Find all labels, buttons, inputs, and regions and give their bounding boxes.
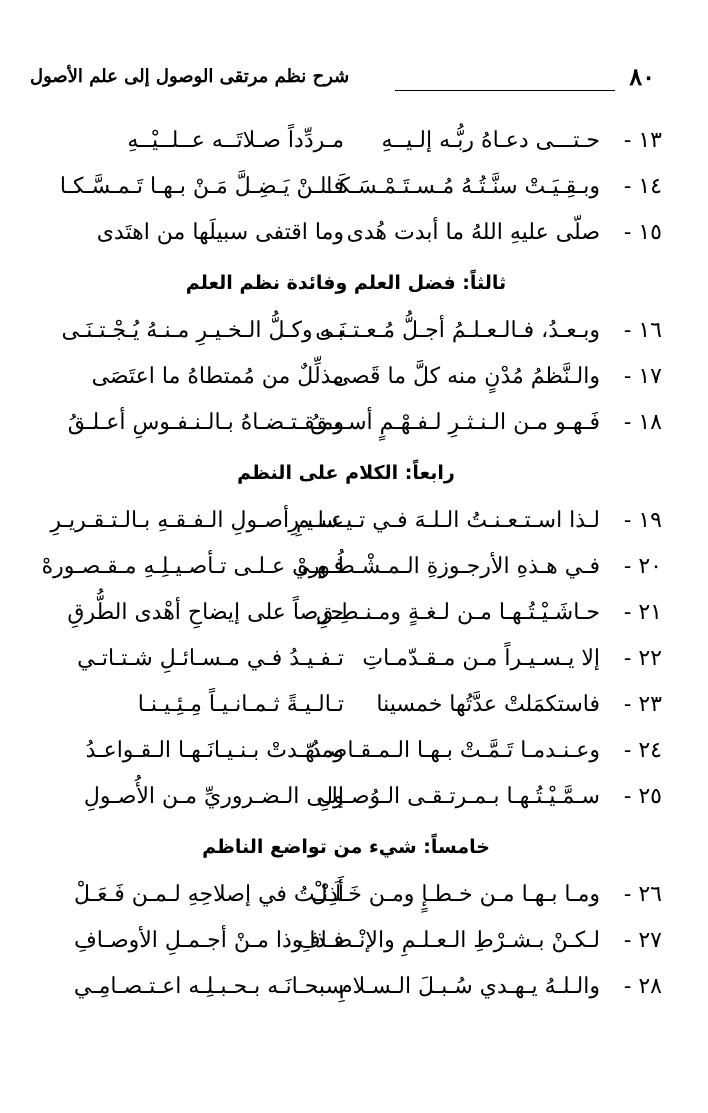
verse-second-hemistich: ومـهّـدتْ بـنـيـانَـهـا الـقـواعـدُ xyxy=(85,738,344,763)
verse-line xyxy=(30,920,662,966)
verse-first-hemistich: والـنَّظمُ مُدْنٍ منه كلَّ ما قَصى xyxy=(332,364,600,389)
verse-line xyxy=(30,638,662,684)
verse-first-hemistich: وبـقِـيَـتْ سنَّـتُـهُ مُـسـتَـمْـسَـكَـا xyxy=(326,174,600,199)
verse-first-hemistich: فـي هـذهِ الأرجـوزةِ الـمـشْـطُـورهْ xyxy=(297,554,600,579)
verse-first-hemistich: سـمَّـيْـتُـهـا بـمـرتـقـى الـوُصـولِ xyxy=(317,784,600,809)
verse-second-hemistich: سبحـانَـه بـحـبـلِـه اعـتـصـامِـي xyxy=(73,974,344,999)
verse-number: ١٣ - xyxy=(623,128,662,153)
verse-first-hemistich: وبـعـدُ، فـالـعـلـمُ أجـلُّ مُـعـتـنَـى xyxy=(315,318,600,343)
verse-number: ٢٤ - xyxy=(623,738,662,763)
verse-number: ١٦ - xyxy=(623,318,662,343)
verse-second-hemistich: فـهـي عـلـى تـأصـيـلِـهِ مـقـصـورهْ xyxy=(41,554,344,579)
header-rule-short xyxy=(395,90,615,91)
verse-number: ٢٨ - xyxy=(623,974,662,999)
verse-first-hemistich: فَـهـو مـن الـنـثـرِ لـفـهْـمٍ أسـبـقُ xyxy=(310,410,600,435)
verse-number: ٢٥ - xyxy=(623,784,662,809)
verse-number: ١٧ - xyxy=(623,364,662,389)
verse-line xyxy=(30,874,662,920)
verse-number: ١٨ - xyxy=(623,410,662,435)
verse-number: ١٩ - xyxy=(623,508,662,533)
verse-second-hemistich: وما اقتفى سبيلَها من اهتَدى xyxy=(96,220,344,245)
verse-number: ٢٠ - xyxy=(623,554,662,579)
verse-number: ٢١ - xyxy=(623,600,662,625)
verse-first-hemistich: لـكـنْ بـشـرْطِ الـعـلـمِ والإنْـصـافِ xyxy=(297,928,600,953)
verse-first-hemistich: لـذا اسـتـعـنـتُ الـلـهَ فـي تـيـسـيـرِ xyxy=(288,508,600,533)
verse-number: ٢٣ - xyxy=(623,692,662,717)
verse-second-hemistich: فـلـنْ يَـضِـلَّ مَـنْ بـهـا تَـمـسَّـكـا xyxy=(59,174,344,199)
verse-second-hemistich: تـفـيـدُ فـي مـسـائـلِ شـتـاتـي xyxy=(77,646,344,671)
verse-number: ١٥ - xyxy=(623,220,662,245)
verse-first-hemistich: فاستكمَلتْ عدَّتُها خمسينا xyxy=(376,692,600,717)
section-heading xyxy=(30,448,662,500)
verse-first-hemistich: إلا يـسـيـراً مـن مـقـدّمـاتِ xyxy=(362,646,600,671)
verse-line xyxy=(30,546,662,592)
verse-number: ٢٧ - xyxy=(623,928,662,953)
section-heading xyxy=(30,258,662,310)
section-heading-text: ثالثاً: فضل العلم وفائدة نظم العلم xyxy=(185,272,507,294)
verse-line xyxy=(30,730,662,776)
verse-second-hemistich: بـه وكـلُّ الـخـيـرِ مـنـهُ يُـجْـتـنَـى xyxy=(61,318,344,343)
running-title: شرح نظم مرتقى الوصول إلى علم الأصول xyxy=(30,66,350,87)
verse-line xyxy=(30,310,662,356)
verse-first-hemistich: صلّى عليهِ اللهُ ما أبدت هُدى xyxy=(346,220,600,245)
verse-second-hemistich: مذلِّلٌ من مُمتطاهُ ما اعتَصَى xyxy=(91,364,344,389)
verse-line xyxy=(30,402,662,448)
verse-first-hemistich: والـلـهُ يـهـدي سُـبـلَ الـسـلامِ xyxy=(338,974,600,999)
verse-first-hemistich: وعـنـدمـا تَـمَّـتْ بـهـا الـمـقـاصـدُ xyxy=(310,738,600,763)
verse-number: ٢٢ - xyxy=(623,646,662,671)
page-number: ٨٠ xyxy=(629,62,655,91)
section-heading-text: رابعاً: الكلام على النظم xyxy=(237,462,455,484)
verse-line xyxy=(30,776,662,822)
verse-line xyxy=(30,356,662,402)
verse-second-hemistich: أَذِنْـتُ في إصلاحِهِ لـمـن فَـعَـلْ xyxy=(74,882,344,907)
verse-second-hemistich: ومـقـتـضـاهُ بـالـنـفـوسِ أعـلـقُ xyxy=(67,410,344,435)
verse-line xyxy=(30,212,662,258)
verse-second-hemistich: إلـى الـضـروريِّ مـن الأُصـولِ xyxy=(83,784,344,809)
verse-line xyxy=(30,166,662,212)
verse-line xyxy=(30,592,662,638)
verse-second-hemistich: حرصاً على إيضاحِ أهْدى الطُّرقِ xyxy=(67,600,344,625)
verse-second-hemistich: تـالـيـةً ثـمـانـيـاً مِـئِـيـنـا xyxy=(137,692,344,717)
section-heading xyxy=(30,822,662,874)
verse-second-hemistich: عـلـمِ أصـولِ الـفـقـهِ بـالـتـقـريـرِ xyxy=(50,508,344,533)
verse-line xyxy=(30,684,662,730)
poem-body xyxy=(30,120,662,1012)
verse-first-hemistich: ومـا بـهـا مـن خـطـإٍ ومـن خَـلَـلْ xyxy=(311,882,600,907)
running-header xyxy=(30,58,655,98)
section-heading-text: خامساً: شيء من تواضع الناظم xyxy=(202,836,490,858)
verse-line xyxy=(30,120,662,166)
verse-number: ٢٦ - xyxy=(623,882,662,907)
verse-second-hemistich: فـذا وذا مـنْ أجـمـلِ الأوصـافِ xyxy=(73,928,344,953)
verse-second-hemistich: مـردِّداً صـلاتَــه عــلــيْــهِ xyxy=(127,128,344,153)
verse-line xyxy=(30,966,662,1012)
verse-first-hemistich: حـاشَـيْـتُـهـا مـن لـغـةٍ ومـنـطِـقِ xyxy=(316,600,600,625)
verse-number: ١٤ - xyxy=(623,174,662,199)
verse-first-hemistich: حـتـــى دعـاهُ ربُّـه إلـيــهِ xyxy=(381,128,600,153)
verse-line xyxy=(30,500,662,546)
